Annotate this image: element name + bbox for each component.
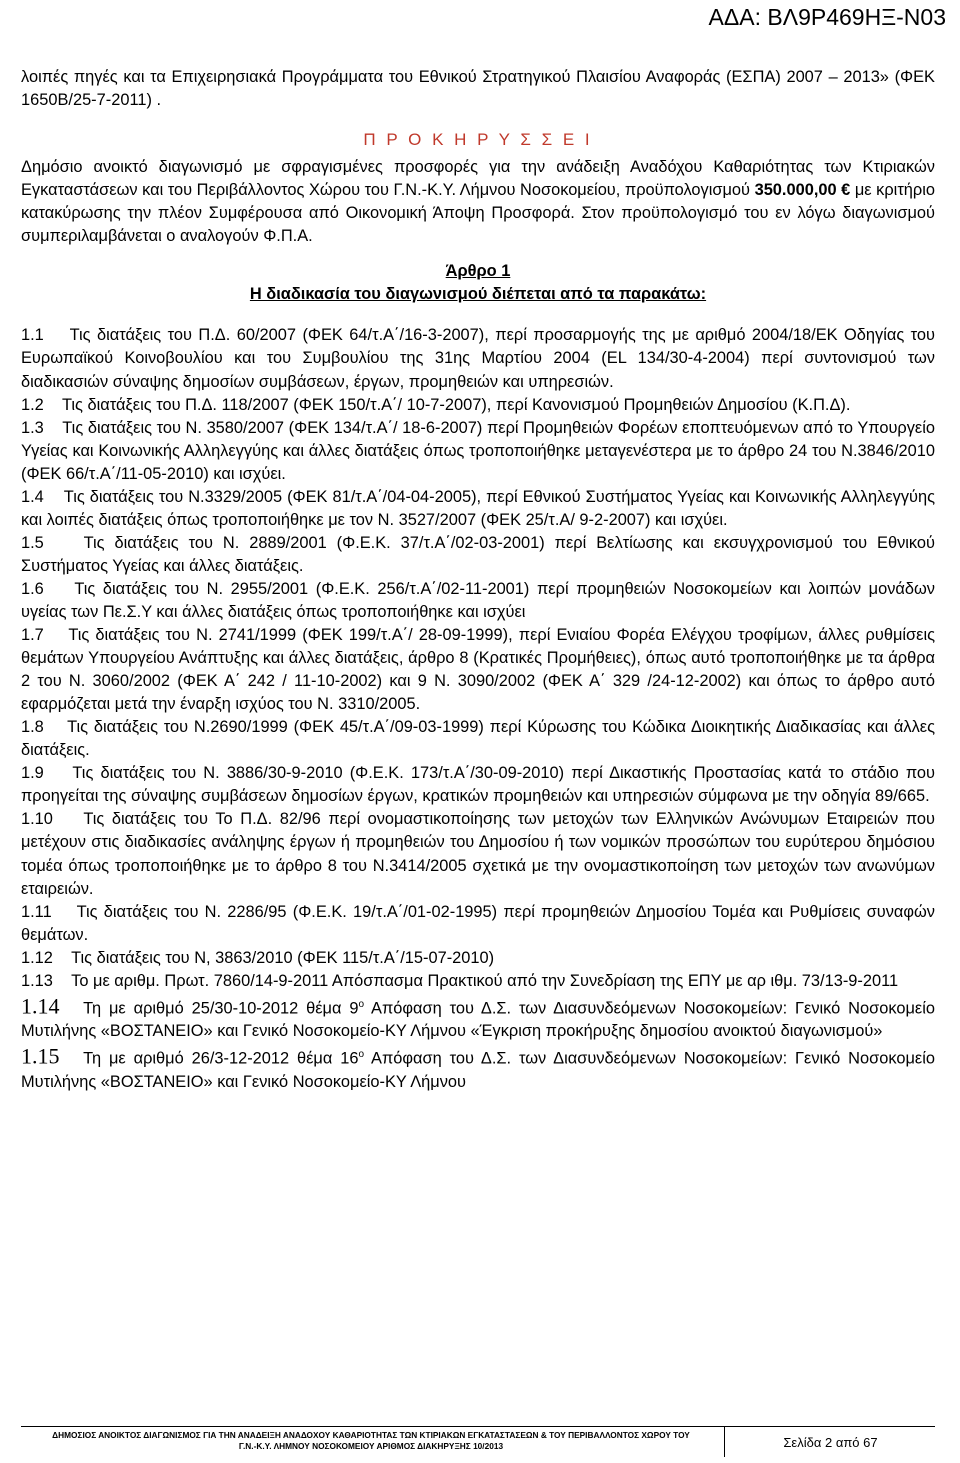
list-item — [21, 970, 935, 993]
provisions-list — [21, 324, 935, 1093]
item-number: 1.10 — [21, 810, 53, 829]
item-number: 1.12 — [21, 948, 53, 967]
item-text-a: Τη με αριθμό 25/30-10-2012 θέμα 9 — [83, 999, 359, 1018]
item-number: 1.4 — [21, 487, 44, 506]
item-number: 1.14 — [21, 993, 60, 1019]
list-item — [21, 993, 935, 1044]
list-item — [21, 532, 935, 578]
list-item — [21, 901, 935, 947]
item-number: 1.2 — [21, 395, 44, 414]
item-number: 1.7 — [21, 626, 44, 645]
item-text: Τις διατάξεις του Π.Δ. 60/2007 (ΦΕΚ 64/τ.Α΄/16-3-2007), περί προσαρμογής της με αριθμό 2004/18/ΕΚ Οδηγίας του Ευρωπαϊκού Κοινοβουλίου και του Συμβουλίου της 31ης Μαρτίου 2004 (EL 134/30-4-2004) περί συντονισμού των διαδικασιών σύναψης δημοσίων συμβάσεων, έργων, προμηθειών και υπηρεσιών. — [21, 326, 936, 391]
list-item — [21, 417, 935, 486]
proclamation-title: Π Ρ Ο Κ Η Ρ Υ Σ Σ Ε Ι — [363, 130, 593, 150]
item-number: 1.5 — [21, 533, 44, 552]
item-text-b: Απόφαση του Δ.Σ. των Διασυνδεόμενων Νοσοκομείων: Γενικό Νοσοκομείο Μυτιλήνης «ΒΟΣΤΑΝΕΙΟ» και Γενικό Νοσοκομείο-ΚΥ Λήμνου — [21, 1049, 935, 1091]
list-item — [21, 716, 935, 762]
page-footer — [21, 1426, 935, 1457]
ordinal-superscript: ο — [358, 1049, 365, 1061]
ordinal-superscript: ο — [358, 998, 365, 1010]
article-heading: Άρθρο 1 — [445, 262, 511, 281]
item-text: Τις διατάξεις του Ν.2690/1999 (ΦΕΚ 45/τ.Α΄/09-03-1999) περί Κύρωσης του Κώδικα Διοικητικής Διαδικασίας και άλλες διατάξεις. — [21, 718, 935, 760]
item-text: Τις διατάξεις του Π.Δ. 118/2007 (ΦΕΚ 150/τ.Α΄/ 10-7-2007), περί Κανονισμού Προμηθειών Δημοσίου (Κ.Π.Δ). — [62, 395, 851, 414]
item-number: 1.13 — [21, 971, 53, 990]
list-item — [21, 578, 935, 624]
item-text: Τις διατάξεις του Ν.3329/2005 (ΦΕΚ 81/τ.Α΄/04-04-2005), περί Εθνικού Συστήματος Υγείας και Κοινωνικής Αλληλεγγύης και λοιπές διατάξεις όπως τροποποιήθηκε με τον Ν. 3527/2007 (ΦΕΚ 25/τ.Α/ 9-2-2007) και ισχύει. — [21, 487, 935, 529]
item-number: 1.15 — [21, 1043, 60, 1069]
list-item — [21, 324, 935, 393]
list-item — [21, 624, 935, 716]
item-number: 1.8 — [21, 718, 44, 737]
list-item — [21, 394, 935, 417]
item-text: Τις διατάξεις του Ν. 2286/95 (Φ.Ε.Κ. 19/τ.Α΄/01-02-1995) περί προμηθειών Δημοσίου Τομέα και Ρυθμίσεις συναφών θεμάτων. — [21, 902, 935, 944]
item-text: Τις διατάξεις του Ν. 2955/2001 (Φ.Ε.Κ. 256/τ.Α΄/02-11-2001) περί προμηθειών Νοσοκομείων και λοιπών μονάδων υγείας των Πε.Σ.Υ και άλλες διατάξεις όπως τροποποιήθηκε και ισχύει — [21, 579, 935, 621]
item-number: 1.1 — [21, 326, 44, 345]
item-number: 1.3 — [21, 418, 44, 437]
list-item — [21, 808, 935, 900]
item-text-b: Απόφαση του Δ.Σ. των Διασυνδεόμενων Νοσοκομείων: Γενικό Νοσοκομείο Μυτιλήνης «ΒΟΣΤΑΝΕΙΟ» και Γενικό Νοσοκομείο-ΚΥ Λήμνου «Έγκριση προκήρυξης δημοσίου ανοικτού διαγωνισμού» — [21, 999, 935, 1041]
item-text: Τις διατάξεις του Ν. 2741/1999 (ΦΕΚ 199/τ.Α΄/ 28-09-1999), περί Ενιαίου Φορέα Ελέγχου τροφίμων, άλλες ρυθμίσεις θεμάτων Υπουργείου Ανάπτυξης και άλλες διατάξεις, άρθρο 8 (Κρατικές Προμήθειες), όπως αυτό τροποποιήθηκε με τα άρθρα 2 του Ν. 3060/2002 (ΦΕΚ Α΄ 242 / 11-10-2002) και 9 Ν. 3090/2002 (ΦΕΚ Α΄ 329 /24-12-2002) και όπως το άρθρο αυτό εφαρμόζεται μετά την έναρξη ισχύος του Ν. 3310/2005. — [21, 626, 935, 714]
list-item — [21, 1043, 935, 1094]
article-subheading: Η διαδικασία του διαγωνισμού διέπεται από τα παρακάτω: — [249, 285, 707, 304]
footer-line-2: Γ.Ν.-Κ.Υ. ΛΗΜΝΟΥ ΝΟΣΟΚΟΜΕΙΟΥ ΑΡΙΘΜΟΣ ΔΙΑΚΗΡΥΞΗΣ 10/2013 — [238, 1441, 504, 1451]
item-text: Τις διατάξεις του Ν. 3886/30-9-2010 (Φ.Ε.Κ. 173/τ.Α΄/30-09-2010) περί Δικαστικής Προστασίας κατά το στάδιο που προηγείται της σύναψης συμβάσεων δημοσίων έργων, κρατικών προμηθειών και υπηρεσιών σύμφωνα με την οδηγία 89/665. — [21, 764, 935, 806]
item-text: Τις διατάξεις του Το Π.Δ. 82/96 περί ονομαστικοποίησης των μετοχών των Ελληνικών Ανώνυμων Εταιρειών που μετέχουν στις διαδικασίες ανάληψης έργων ή προμηθειών του Δημοσίου ή των νομικών προσώπων του ευρύτερου δημόσιου τομέα όπως τροποποιήθηκε με το άρθρο 8 του Ν.3414/2005 σχετικά με την ονομαστικοποίηση των μετοχών των ανωνύμων εταιρειών. — [21, 810, 935, 898]
list-item — [21, 947, 935, 970]
item-text: Τις διατάξεις του Ν, 3863/2010 (ΦΕΚ 115/τ.Α΄/15-07-2010) — [71, 948, 495, 967]
item-number: 1.6 — [21, 579, 44, 598]
item-text: Τις διατάξεις του Ν. 2889/2001 (Φ.Ε.Κ. 37/τ.Α΄/02-03-2001) περί Βελτίωσης και εκσυγχρονισμού του Εθνικού Συστήματος Υγείας και άλλες διατάξεις. — [21, 533, 935, 575]
announcement-text-b: με κριτήριο κατακύρωσης την πλέον Συμφέρουσα από Οικονομική Άποψη Προσφορά. Στον προϋπολογισμό του εν λόγω διαγωνισμού συμπεριλαμβάνεται ο αναλογούν Φ.Π.Α. — [21, 181, 935, 246]
announcement-paragraph — [21, 156, 935, 248]
ada-code: ΑΔΑ: ΒΛ9Ρ469ΗΞ-Ν03 — [708, 4, 946, 30]
announcement-text-a: Δημόσιο ανοικτό διαγωνισμό με σφραγισμένες προσφορές για την ανάδειξη Αναδόχου Καθαριότητας των Κτιριακών Εγκαταστάσεων και του Περιβάλλοντος Χώρου του Γ.Ν.-Κ.Υ. Λήμνου Νοσοκομείου, προϋπολογισμού — [21, 158, 935, 200]
footer-tender-title — [21, 1430, 721, 1452]
item-text-a: Τη με αριθμό 26/3-12-2012 θέμα 16 — [83, 1049, 359, 1068]
intro-paragraph: λοιπές πηγές και τα Επιχειρησιακά Προγράμματα του Εθνικού Στρατηγικού Πλαισίου Αναφοράς (ΕΣΠΑ) 2007 – 2013» (ΦΕΚ 1650Β/25-7-2011) . — [21, 68, 935, 110]
footer-line-1: ΔΗΜΟΣΙΟΣ ΑΝΟΙΚΤΟΣ ΔΙΑΓΩΝΙΣΜΟΣ ΓΙΑ ΤΗΝ ΑΝΑΔΕΙΞΗ ΑΝΑΔΟΧΟΥ ΚΑΘΑΡΙΟΤΗΤΑΣ ΤΩΝ ΚΤΙΡΙΑΚΩΝ ΕΓΚΑΤΑΣΤΑΣΕΩΝ & ΤΟΥ ΠΕΡΙΒΑΛΛΟΝΤΟΣ ΧΩΡΟΥ ΤΟΥ — [52, 1430, 690, 1440]
item-number: 1.11 — [21, 902, 52, 921]
list-item — [21, 762, 935, 808]
page-number: Σελίδα 2 από 67 — [724, 1427, 936, 1457]
item-text: Το με αριθμ. Πρωτ. 7860/14-9-2011 Απόσπασμα Πρακτικού από την Συνεδρίαση της ΕΠΥ με αρ ιθμ. 73/13-9-2011 — [71, 971, 899, 990]
list-item — [21, 486, 935, 532]
item-number: 1.9 — [21, 764, 44, 783]
item-text: Τις διατάξεις του Ν. 3580/2007 (ΦΕΚ 134/τ.Α΄/ 18-6-2007) περί Προμηθειών Φορέων εποπτευόμενων από το Υπουργείο Υγείας και Κοινωνικής Αλληλεγγύης και άλλες διατάξεις όπως τροποποιήθηκε μεταγενέστερα με το άρθρο 24 του Ν.3846/2010 (ΦΕΚ 66/τ.Α΄/11-05-2010) και ισχύει. — [21, 418, 935, 483]
document-body — [21, 66, 935, 1094]
budget-amount: 350.000,00 € — [754, 181, 851, 200]
